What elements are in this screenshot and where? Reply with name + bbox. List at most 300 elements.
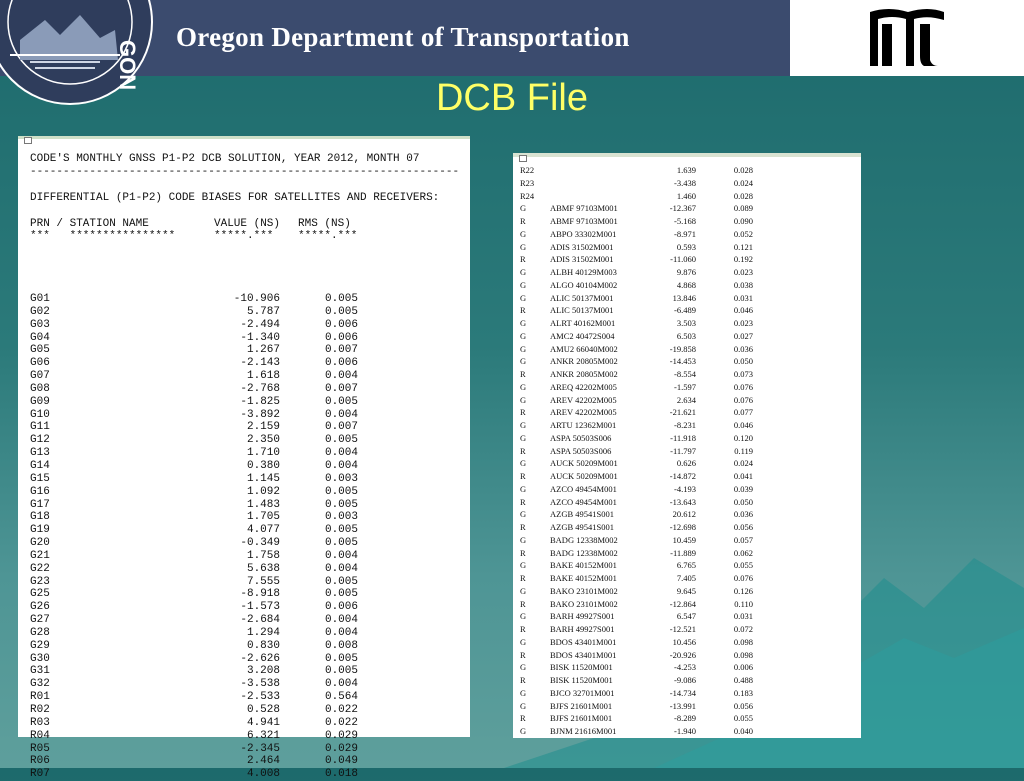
prn-cell: G18 [30,511,50,524]
doc-separator-line: ----------------------------------------------------------------- [30,165,460,178]
station-cell: ALGO 40104M002 [550,279,618,290]
prn-cell: G10 [30,408,50,421]
prn-cell: G22 [30,562,50,575]
value-cell: -3.538 [240,678,280,691]
table-row [520,547,753,560]
table-row [30,383,358,396]
rms-cell: 0.006 [324,318,358,331]
rms-cell: 0.110 [734,598,753,609]
rms-cell: 0.004 [324,447,358,460]
type-cell: G [520,432,527,443]
value-cell: 7.405 [676,573,696,583]
oregon-seal-icon [0,0,160,91]
type-cell: R [520,675,526,685]
table-row [30,614,358,627]
station-cell: ALBH 40129M003 [550,267,617,277]
value-cell: -12.367 [669,203,696,214]
slide-title: DCB File [435,77,589,119]
table-row [520,190,753,203]
value-cell: 1.639 [676,165,696,175]
table-row [30,743,358,756]
rms-cell: 0.005 [324,588,358,601]
rms-cell: 0.119 [734,445,753,456]
table-row [520,687,753,700]
value-cell: 7.555 [246,575,280,588]
value-cell: -2.684 [240,614,280,627]
value-cell: 5.787 [246,305,280,318]
rms-cell: 0.023 [733,267,753,277]
station-cell: AUCK 50209M001 [550,471,618,481]
rms-cell: 0.488 [733,675,753,685]
rms-cell: 0.007 [324,344,358,357]
rms-cell: 0.041 [733,471,753,481]
type-cell: R [520,216,526,226]
type-cell: G [520,330,527,341]
station-cell: ARTU 12362M001 [550,420,617,430]
rms-cell: 0.052 [733,228,753,239]
table-row [520,508,753,521]
value-cell: -3.438 [674,177,696,188]
value-cell: -1.940 [674,726,696,736]
station-cell: ASPA 50503S006 [550,432,612,443]
value-cell: -8.231 [674,420,696,430]
prn-cell: G01 [30,293,50,305]
table-row [520,330,753,343]
value-cell: 2.159 [246,421,280,434]
table-row [520,292,753,305]
prn-cell: G03 [30,318,50,331]
rms-cell: 0.003 [324,511,358,524]
station-cell: BJFS 21601M001 [550,713,613,724]
type-cell: R [520,254,526,265]
odot-logo-icon [868,4,948,72]
table-row [30,447,358,460]
value-cell: -11.889 [670,547,696,558]
rms-cell: 0.077 [733,407,753,418]
value-cell: 6.547 [676,611,696,622]
rms-cell: 0.031 [733,292,753,303]
rms-cell: 0.005 [324,293,358,305]
station-cell: AZCO 49454M001 [550,496,617,507]
rms-cell: 0.005 [324,524,358,537]
rms-cell: 0.018 [324,768,358,781]
station-cell: AZGB 49541S001 [550,522,614,532]
value-cell: -1.340 [240,331,280,344]
value-cell: 1.145 [246,472,280,485]
prn-cell: G13 [30,447,50,460]
value-cell: -20.926 [669,649,696,660]
header-rms: RMS (NS) [298,217,351,230]
rms-cell: 0.004 [324,562,358,575]
table-row [30,473,358,486]
type-cell: G [520,585,527,596]
station-cell: BADG 12338M002 [550,534,618,545]
value-cell: -13.991 [669,700,696,711]
station-cell: ASPA 50503S006 [550,445,612,456]
table-row [30,717,358,730]
type-cell: R [520,305,526,316]
rms-cell: 0.050 [733,356,753,367]
rms-cell: 0.024 [733,177,753,188]
prn-cell: G17 [30,498,50,511]
rms-cell: 0.005 [324,395,358,408]
value-cell: -4.193 [674,483,696,494]
station-cell: AZCO 49454M001 [550,483,617,494]
rms-cell: 0.006 [324,331,358,344]
table-row [30,755,358,768]
value-cell: 3.208 [246,665,280,678]
station-cell: ANKR 20805M002 [550,356,618,367]
value-cell: -3.892 [240,408,280,421]
table-row [30,319,358,332]
table-row [520,598,753,611]
value-cell: -10.906 [233,293,280,305]
rms-cell: 0.005 [324,575,358,588]
type-cell: G [520,509,527,520]
value-cell: 0.626 [676,458,696,469]
value-cell: 9.876 [676,267,696,277]
rms-cell: 0.005 [324,305,358,318]
type-cell: G [520,636,527,647]
column-format-row [18,230,470,243]
station-cell: ADIS 31502M001 [550,241,614,252]
prn-cell: R04 [30,729,50,742]
receiver-bias-rows [520,164,753,738]
table-row [520,674,753,687]
rms-cell: 0.050 [733,496,753,507]
table-row [520,304,753,317]
value-cell: -14.453 [669,356,696,367]
table-row [520,406,753,419]
table-row [520,343,753,356]
rms-cell: 0.120 [733,432,753,443]
table-row [30,691,358,704]
value-cell: 10.456 [672,636,696,647]
value-cell: 0.830 [246,639,280,652]
prn-cell: G07 [30,370,50,383]
type-cell: G [520,267,527,277]
table-row [520,649,753,662]
type-cell: R [520,624,526,634]
prn-cell: R07 [30,768,50,781]
type-cell: G [520,420,527,430]
rms-cell: 0.031 [733,611,753,622]
station-cell: BJNM 21616M001 [550,726,617,736]
value-cell: -19.858 [669,343,696,354]
value-cell: -1.573 [240,601,280,614]
table-row [520,381,753,394]
value-cell: 5.638 [246,562,280,575]
prn-cell: G06 [30,357,50,370]
rms-cell: 0.028 [733,165,753,175]
table-row [30,665,358,678]
table-row [520,700,753,713]
prn-cell: G27 [30,614,50,627]
rms-cell: 0.121 [733,241,753,252]
table-row [520,215,753,228]
value-cell: -21.621 [669,407,696,418]
value-cell: -5.168 [674,216,696,226]
rms-cell: 0.005 [324,434,358,447]
value-cell: -12.521 [669,624,696,634]
station-cell: AMU2 66040M002 [550,343,618,354]
rms-cell: 0.004 [324,408,358,421]
station-cell: AREV 42202M005 [550,407,617,418]
prn-cell: G11 [30,421,50,434]
prn-cell: R02 [30,704,50,716]
value-cell: -14.734 [669,687,696,698]
station-cell: AREV 42202M005 [550,394,617,405]
table-row [520,164,753,177]
value-cell: -8.289 [674,713,696,724]
station-cell: BADG 12338M002 [550,547,618,558]
station-cell: AMC2 40472S004 [550,330,615,341]
type-cell: G [520,318,527,328]
prn-cell: G09 [30,395,50,408]
station-cell: AREQ 42202M005 [550,381,617,392]
station-cell: BAKE 40152M001 [550,560,617,571]
rms-cell: 0.007 [324,382,358,395]
station-cell: BJFS 21601M001 [550,700,613,711]
rms-cell: 0.004 [324,614,358,627]
value-cell: -12.698 [669,522,696,532]
stars-value: *****.*** [214,230,274,243]
value-cell: -2.143 [240,357,280,370]
value-cell: -6.489 [674,305,696,316]
table-row [30,421,358,434]
value-cell: -8.918 [240,588,280,601]
station-cell: ADIS 31502M001 [550,254,614,265]
table-row [30,550,358,563]
station-cell: BDOS 43401M001 [550,649,617,660]
value-cell: 2.464 [246,755,280,768]
station-cell: ABPO 33302M001 [550,228,617,239]
value-cell: 1.758 [246,549,280,562]
type-cell: G [520,356,527,367]
table-row [520,610,753,623]
value-cell: 1.710 [246,447,280,460]
value-cell: -0.349 [240,537,280,550]
value-cell: -4.253 [674,662,696,673]
value-cell: -12.864 [669,598,696,609]
table-row [520,266,753,279]
odot-logo-box [790,0,1024,76]
table-row [30,434,358,447]
station-cell: BAKE 40152M001 [550,573,617,583]
stars-rms: *****.*** [298,230,358,243]
table-row [520,355,753,368]
type-cell: R [520,471,526,481]
prn-cell: G02 [30,305,50,318]
table-row [30,768,358,781]
rms-cell: 0.005 [324,498,358,511]
type-cell: R [520,445,526,456]
rms-cell: 0.038 [733,279,753,290]
rms-cell: 0.057 [733,534,753,545]
value-cell: -2.345 [240,742,280,755]
value-cell: -11.797 [670,445,696,456]
type-cell: G [520,560,527,571]
dcb-file-excerpt-receivers [513,153,861,738]
rms-cell: 0.029 [324,729,358,742]
type-cell: R [520,496,526,507]
prn-cell: G20 [30,537,50,550]
type-cell: R23 [520,177,535,188]
table-row [520,496,753,509]
prn-cell: G28 [30,626,50,639]
seal-lettering: GON [115,40,140,91]
table-row [520,712,753,725]
value-cell: 6.503 [676,330,696,341]
type-cell: R [520,369,526,379]
table-row [30,486,358,499]
rms-cell: 0.126 [733,585,753,596]
table-row [30,640,358,653]
value-cell: 1.705 [246,511,280,524]
value-cell: 4.077 [246,524,280,537]
rms-cell: 0.029 [324,742,358,755]
prn-cell: G16 [30,485,50,498]
type-cell: R24 [520,190,535,201]
type-cell: G [520,241,527,252]
value-cell: -11.918 [670,432,696,443]
type-cell: R [520,573,526,583]
rms-cell: 0.183 [733,687,753,698]
table-row [520,559,753,572]
type-cell: G [520,458,527,469]
value-cell: 1.460 [676,190,696,201]
table-row [520,253,753,266]
rms-cell: 0.056 [733,522,753,532]
value-cell: 0.593 [676,241,696,252]
type-cell: G [520,483,527,494]
table-row [30,653,358,666]
value-cell: 20.612 [672,509,696,520]
table-row [520,177,753,190]
value-cell: 6.765 [676,560,696,571]
station-cell: ALRT 40162M001 [550,318,616,328]
rms-cell: 0.022 [324,704,358,716]
table-row [520,202,753,215]
value-cell: -2.768 [240,382,280,395]
rms-cell: 0.005 [324,485,358,498]
type-cell: R [520,547,526,558]
table-row [520,470,753,483]
station-cell: AZGB 49541S001 [550,509,614,520]
value-cell: -8.971 [674,228,696,239]
station-cell: BISK 11520M001 [550,675,613,685]
prn-cell: R06 [30,755,50,768]
table-row [520,228,753,241]
prn-cell: G30 [30,652,50,665]
type-cell: G [520,611,527,622]
type-cell: G [520,203,527,214]
table-row [520,661,753,674]
type-cell: G [520,662,527,673]
station-cell: ANKR 20805M002 [550,369,618,379]
table-row [30,627,358,640]
prn-cell: G25 [30,588,50,601]
rms-cell: 0.028 [733,190,753,201]
table-row [30,524,358,537]
table-row [30,678,358,691]
table-row [30,293,358,306]
rms-cell: 0.046 [733,305,753,316]
table-row [30,730,358,743]
type-cell: G [520,279,527,290]
value-cell: -1.825 [240,395,280,408]
prn-cell: G31 [30,665,50,678]
value-cell: 4.008 [246,768,280,781]
type-cell: G [520,726,527,736]
type-cell: R [520,649,526,660]
type-cell: G [520,292,527,303]
table-row [30,357,358,370]
value-cell: -11.060 [670,254,696,265]
station-cell: BDOS 43401M001 [550,636,617,647]
type-cell: G [520,343,527,354]
table-row [30,344,358,357]
rms-cell: 0.006 [733,662,753,673]
rms-cell: 0.055 [733,560,753,571]
header-band [0,0,790,91]
value-cell: 3.503 [676,318,696,328]
station-cell: BAKO 23101M002 [550,585,618,596]
value-cell: 9.645 [676,585,696,596]
value-cell: 6.321 [246,729,280,742]
table-row [30,588,358,601]
prn-cell: R03 [30,716,50,729]
type-cell: G [520,687,527,698]
value-cell: 2.634 [676,394,696,405]
prn-cell: G19 [30,524,50,537]
header-prn: PRN / STATION NAME [30,217,149,230]
table-row [520,432,753,445]
prn-cell: G15 [30,472,50,485]
table-row [30,563,358,576]
rms-cell: 0.004 [324,370,358,383]
prn-cell: G26 [30,601,50,614]
document-corner-icon [519,155,527,162]
table-row [30,409,358,422]
value-cell: -8.554 [674,369,696,379]
rms-cell: 0.027 [733,330,753,341]
value-cell: 10.459 [672,534,696,545]
station-cell: ALIC 50137M001 [550,305,614,316]
table-row [30,537,358,550]
rms-cell: 0.076 [733,573,753,583]
value-cell: 1.618 [246,370,280,383]
rms-cell: 0.023 [733,318,753,328]
rms-cell: 0.039 [733,483,753,494]
type-cell: G [520,228,527,239]
station-cell: ALIC 50137M001 [550,292,614,303]
type-cell: G [520,381,527,392]
table-row [520,521,753,534]
value-cell: 13.846 [672,292,696,303]
rms-cell: 0.098 [733,636,753,647]
rms-cell: 0.040 [733,726,753,736]
prn-cell: R05 [30,742,50,755]
type-cell: R [520,407,526,418]
prn-cell: G32 [30,678,50,691]
table-row [520,279,753,292]
table-row [30,499,358,512]
table-row [520,483,753,496]
rms-cell: 0.076 [733,394,753,405]
rms-cell: 0.192 [733,254,753,265]
value-cell: -13.643 [669,496,696,507]
